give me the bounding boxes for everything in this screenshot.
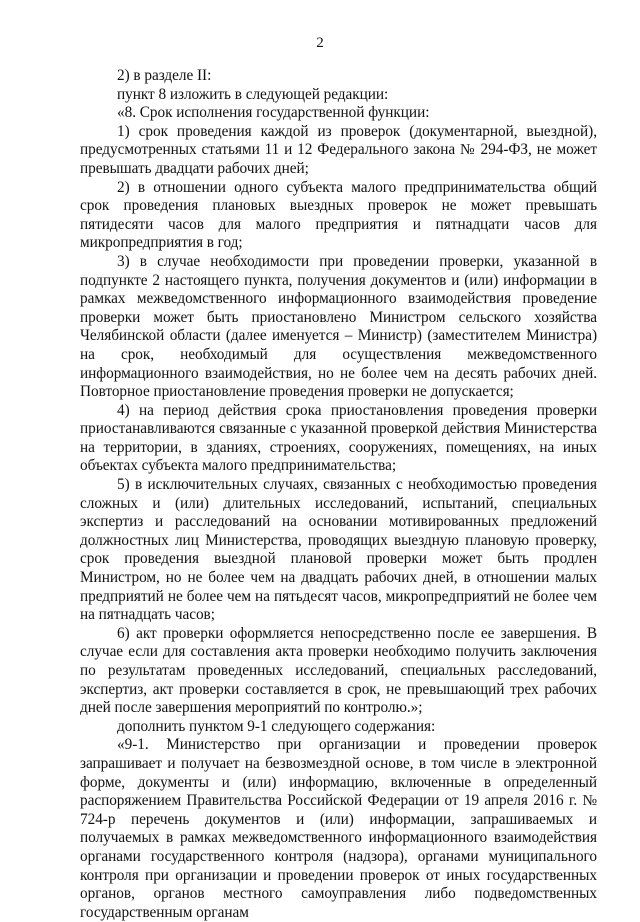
paragraph-subitem-4: 4) на период действия срока приостановления проведения проверки приостанавливаются связанные с указанной проверкой действия Министерства на территории, в зданиях, строениях, сооружениях, помещениях, на иных объектах субъекта малого предпринимательства; bbox=[80, 401, 597, 475]
paragraph-subitem-1: 1) срок проведения каждой из проверок (документарной, выездной), предусмотренных статьями 11 и 12 Федерального закона № 294-ФЗ, не может превышать двадцати рабочих дней; bbox=[80, 122, 597, 177]
paragraph-section-ii: 2) в разделе II: bbox=[117, 67, 212, 84]
paragraph-subitem-5: 5) в исключительных случаях, связанных с необходимостью проведения сложных и (или) длительных исследований, испытаний, специальных экспертиз и расследований на основании мотивированных предложений должностных лиц Министерства, проводящих выездную плановую проверку, срок проведения выездной плановой проверки может быть продлен Министром, но не более чем на двадцать рабочих дней, в отношении малых предприятий не более чем на пятьдесят часов, микропредприятий не более чем на пятнадцать часов; bbox=[80, 476, 597, 624]
paragraph-subitem-3: 3) в случае необходимости при проведении проверки, указанной в подпункте 2 настоящего пункта, получения документов и (или) информации в рамках межведомственного информационного взаимодействия проведение проверки может быть приостановлено Министром сельского хозяйства Челябинской области (далее именуется – Министр) (заместителем Министра) на срок, необходимый для осуществления межведомственного информационного взаимодействия, но не более чем на десять рабочих дней. Повторное приостановление проведения проверки не допускается; bbox=[80, 252, 597, 401]
paragraph-subitem-2: 2) в отношении одного субъекта малого предпринимательства общий срок проведения плановых выездных проверок не может превышать пятидесяти часов для малого предприятия и пятнадцати часов для микропредприятия в год; bbox=[80, 178, 597, 252]
paragraph-item-8-intro: пункт 8 изложить в следующей редакции: bbox=[117, 85, 389, 103]
document-body bbox=[80, 67, 597, 922]
paragraph-item-9-1: «9-1. Министерство при организации и проведении проверок запрашивает и получает на безвозмездной основе, в том числе в электронной форме, документы и (или) информацию, включенные в определенный распоряжением Правительства Российской Федерации от 19 апреля 2016 г. № 724-р перечень документов и (или) информации, запрашиваемых и получаемых в рамках межведомственного информационного взаимодействия органами государственного контроля (надзора), органами муниципального контроля при организации и проведении проверок от иных государственных органов, органов местного самоуправления либо подведомственных государственным органам bbox=[80, 736, 597, 921]
paragraph-item-8-title: «8. Срок исполнения государственной функции: bbox=[117, 104, 430, 122]
paragraph-add-item-9-1: дополнить пунктом 9-1 следующего содержания: bbox=[117, 717, 436, 735]
page-number: 2 bbox=[316, 35, 324, 51]
paragraph-subitem-6: 6) акт проверки оформляется непосредственно после ее завершения. В случае если для составления акта проверки необходимо получить заключения по результатам проведенных исследований, специальных расследований, экспертиз, акт проверки составляется в срок, не превышающий трех рабочих дней после завершения мероприятий по контролю.»; bbox=[80, 624, 597, 717]
